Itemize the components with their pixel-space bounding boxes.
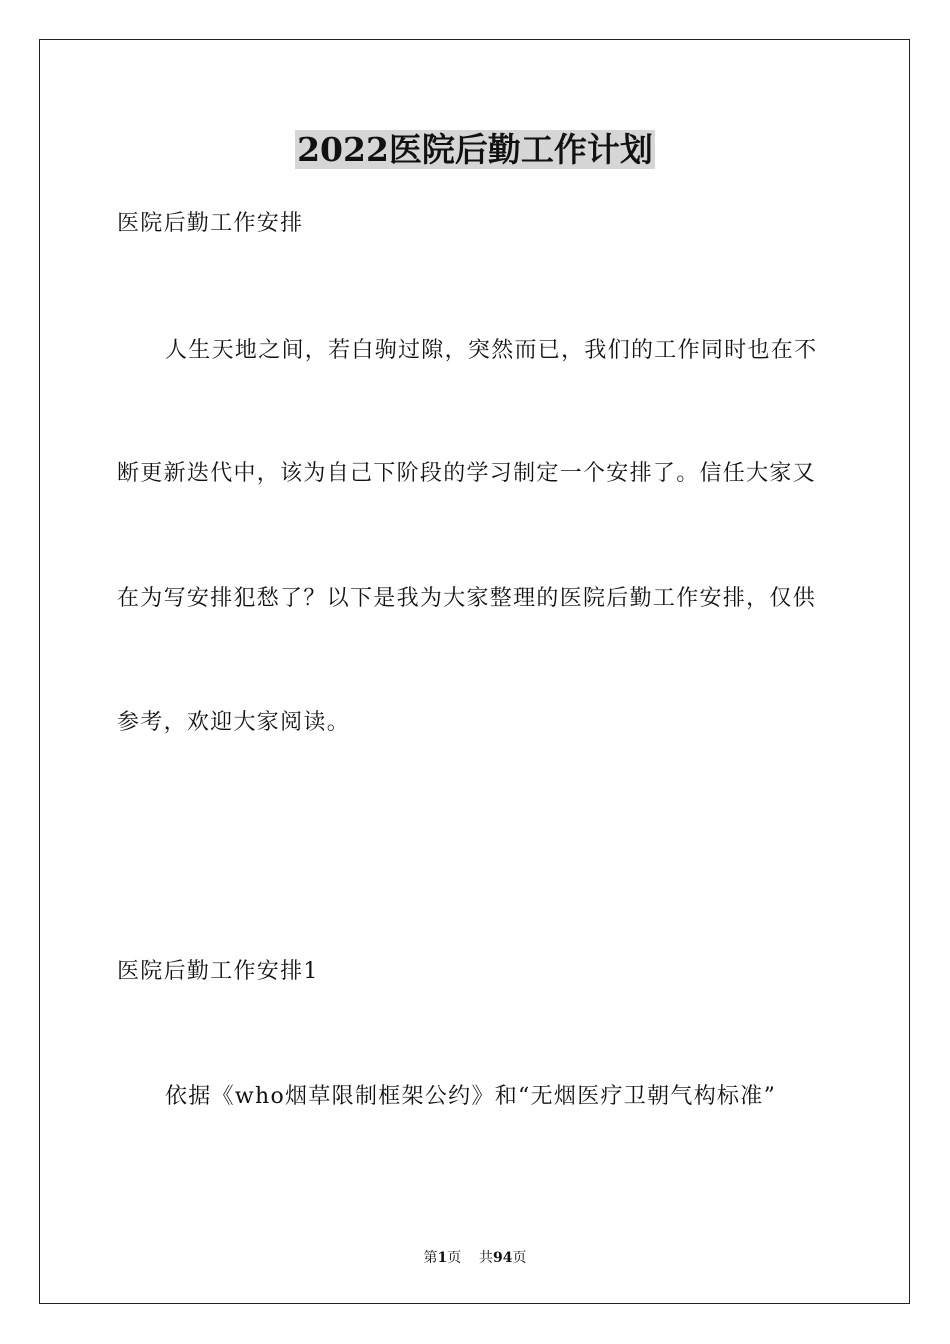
page-footer bbox=[0, 1248, 950, 1268]
paragraph-line: 人生天地之间，若白驹过隙，突然而已，我们的工作同时也在不 bbox=[165, 338, 818, 363]
document-title bbox=[0, 128, 950, 172]
section-heading: 医院后勤工作安排1 bbox=[117, 959, 319, 984]
paragraph-line: 在为写安排犯愁了？以下是我为大家整理的医院后勤工作安排，仅供 bbox=[117, 586, 817, 611]
footer-page-suffix: 页 bbox=[447, 1250, 462, 1266]
footer-total-prefix: 共 bbox=[479, 1250, 494, 1266]
paragraph-line: 依据《who烟草限制框架公约》和“无烟医疗卫朝气构标准” bbox=[165, 1084, 777, 1109]
paragraph-line: 断更新迭代中，该为自己下阶段的学习制定一个安排了。信任大家又 bbox=[117, 461, 817, 486]
paragraph-line: 参考，欢迎大家阅读。 bbox=[117, 710, 351, 735]
document-heading: 医院后勤工作安排 bbox=[117, 211, 304, 236]
title-text: 2022医院后勤工作计划 bbox=[297, 130, 653, 169]
footer-total-pages: 94 bbox=[493, 1250, 513, 1266]
footer-page-prefix: 第 bbox=[423, 1250, 438, 1266]
footer-page-number: 1 bbox=[437, 1250, 448, 1266]
footer-total-suffix: 页 bbox=[512, 1250, 527, 1266]
